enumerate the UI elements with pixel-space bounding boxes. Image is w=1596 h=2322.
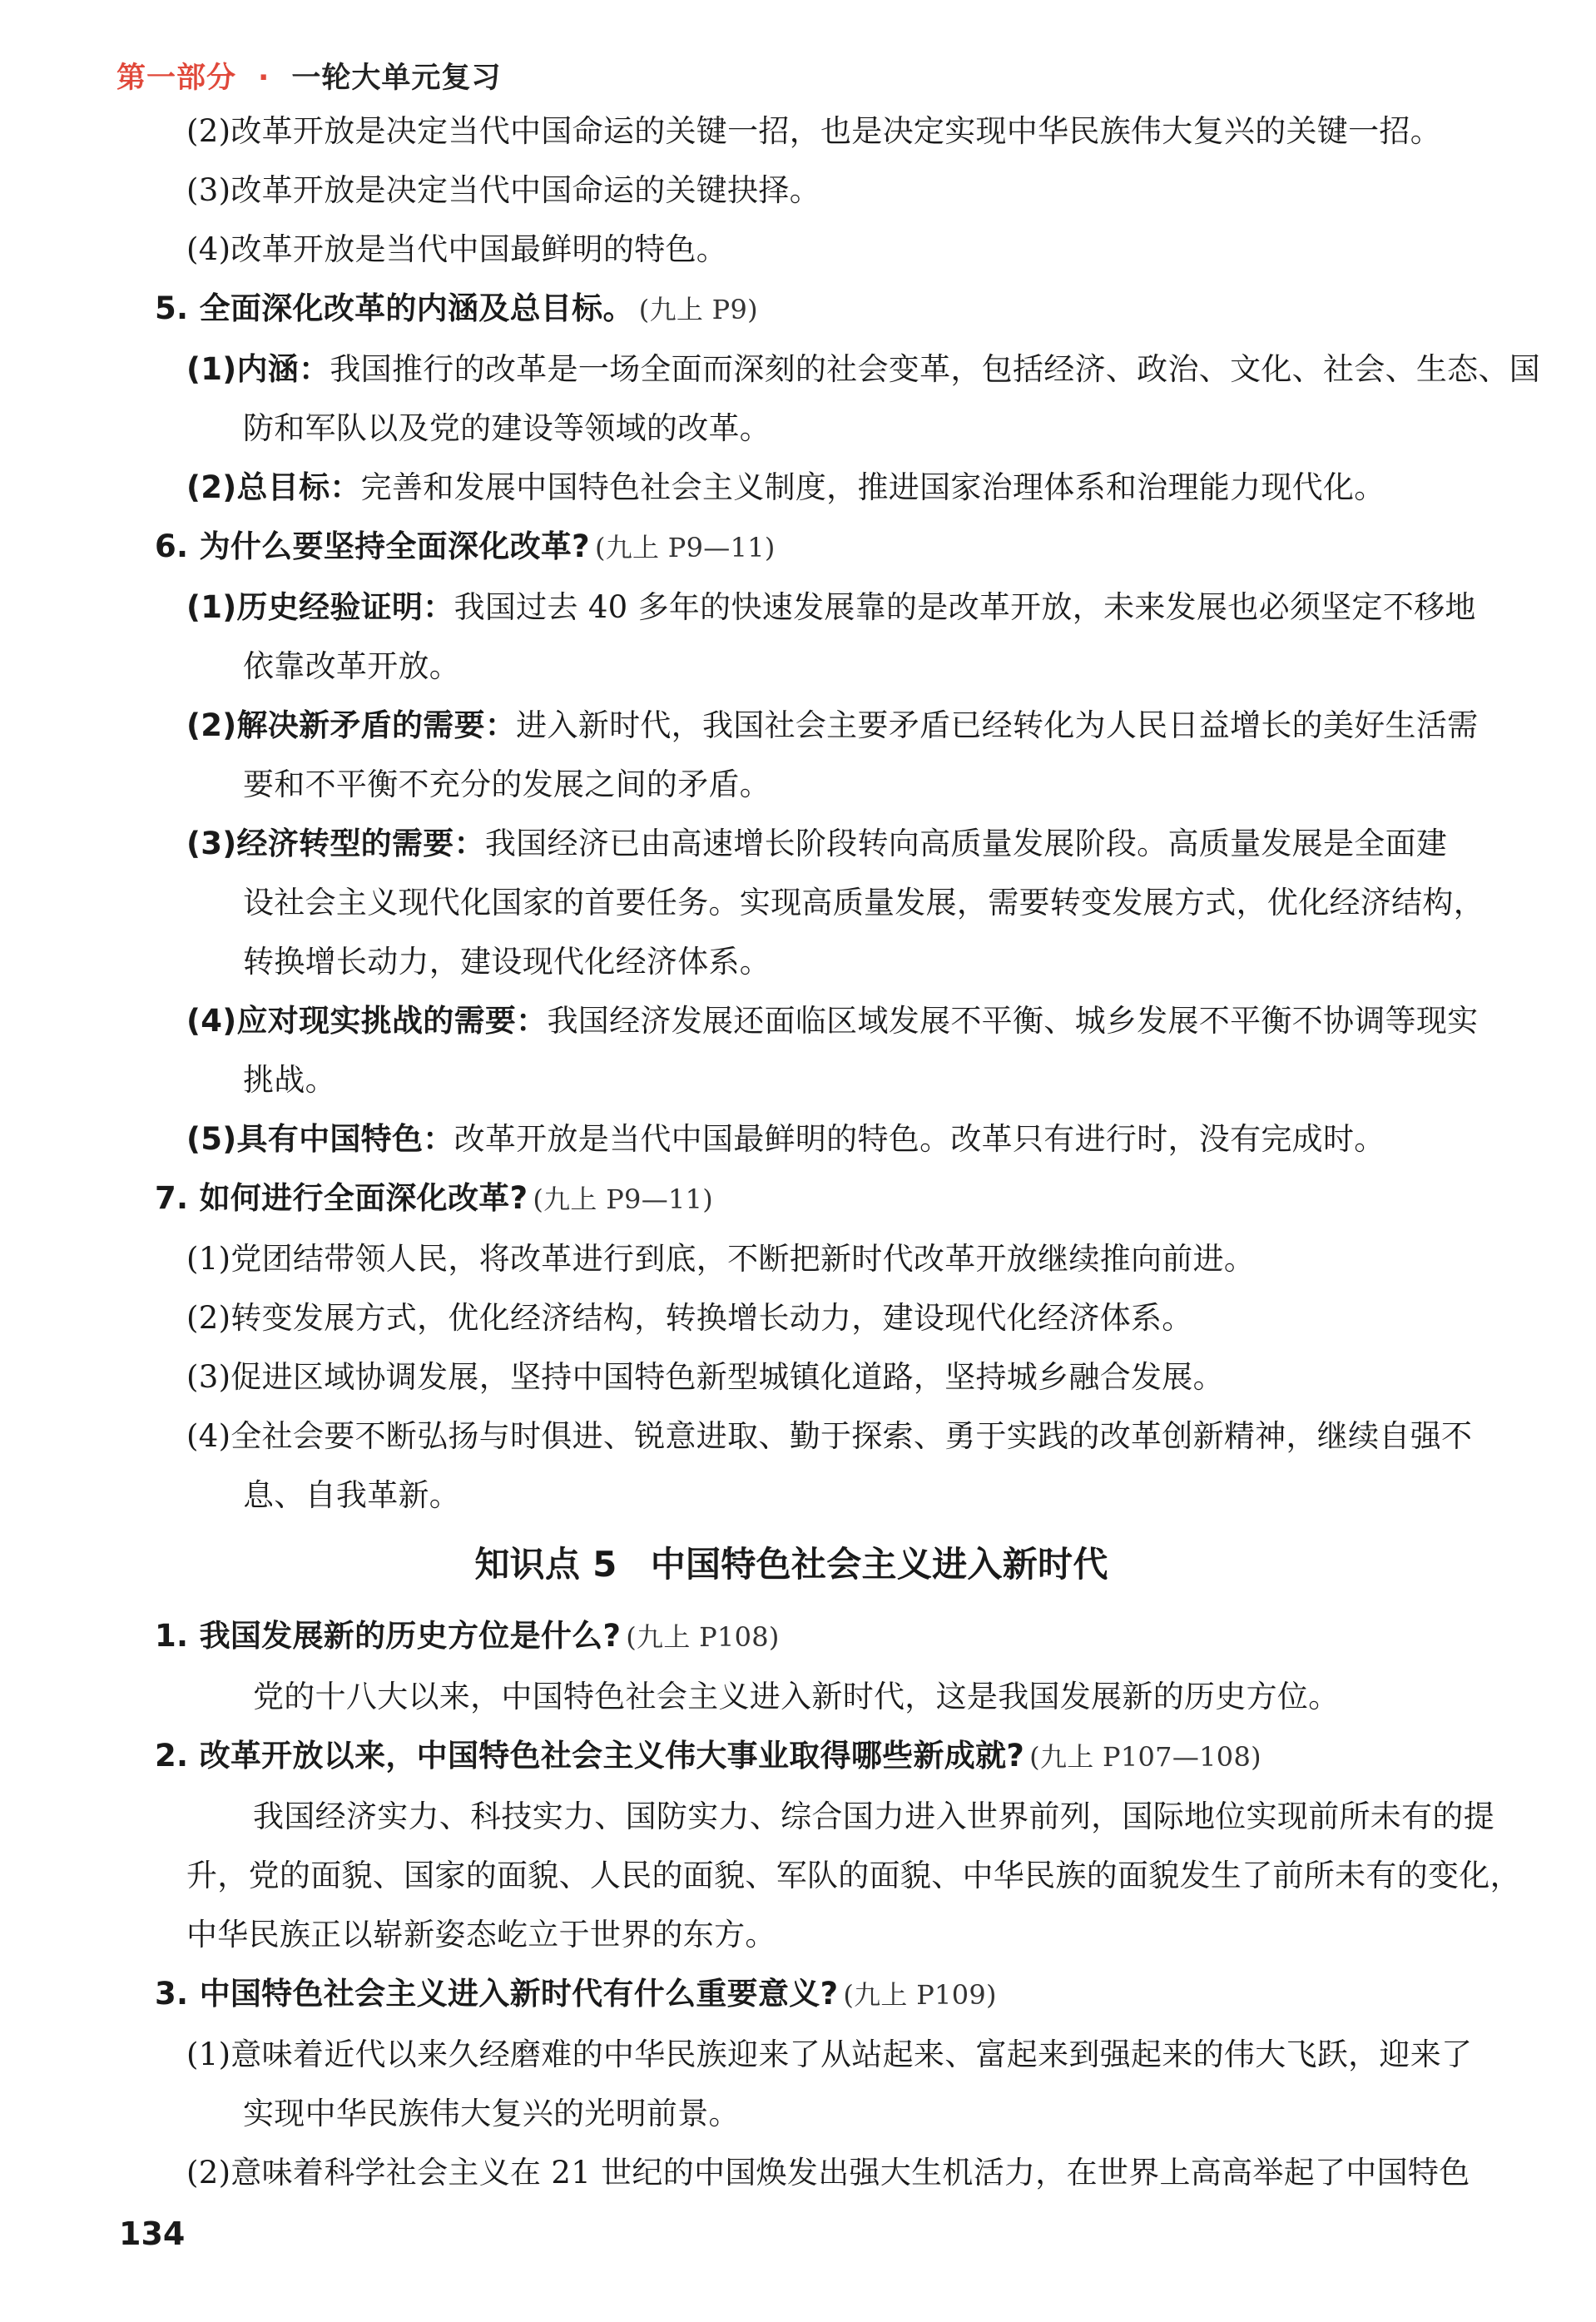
item-text: 完善和发展中国特色社会主义制度，推进国家治理体系和治理能力现代化。	[360, 469, 1385, 505]
question-heading	[155, 1168, 1528, 1229]
section-title	[155, 1531, 1528, 1598]
text-line: (2)意味着科学社会主义在 21 世纪的中国焕发出强大生机活力，在世界上高高举起了中国特色	[186, 2155, 1470, 2191]
question-text: 1. 我国发展新的历史方位是什么?	[155, 1618, 622, 1654]
item-text: 改革开放是当代中国最鲜明的特色。改革只有进行时，没有完成时。	[454, 1121, 1385, 1157]
text-line: 党的十八大以来，中国特色社会主义进入新时代，这是我国发展新的历史方位。	[253, 1679, 1340, 1714]
text-line: 升，党的面貌、国家的面貌、人民的面貌、军队的面貌、中华民族的面貌发生了前所未有的变化，	[186, 1858, 1521, 1893]
text-line	[155, 458, 1528, 517]
section-title-text: 中国特色社会主义进入新时代	[650, 1544, 1108, 1585]
text-line	[155, 991, 1528, 1050]
page-reference: (九上 P9)	[638, 294, 758, 325]
page-reference: (九上 P109)	[843, 1979, 997, 2011]
text-line	[155, 696, 1528, 755]
item-text: 进入新时代，我国社会主要矛盾已经转化为人民日益增长的美好生活需	[516, 707, 1479, 743]
page-reference: (九上 P9—11)	[594, 532, 776, 563]
question-text: 6. 为什么要坚持全面深化改革?	[155, 528, 590, 564]
text-line: (3)促进区域协调发展，坚持中国特色新型城镇化道路，坚持城乡融合发展。	[186, 1359, 1224, 1395]
page-reference: (九上 P108)	[626, 1621, 780, 1653]
item-text: 我国推行的改革是一场全面而深刻的社会变革，包括经济、政治、文化、社会、生态、国	[330, 351, 1541, 387]
text-line	[155, 578, 1528, 637]
text-line: (2)改革开放是决定当代中国命运的关键一招，也是决定实现中华民族伟大复兴的关键一招。	[186, 113, 1442, 149]
text-line	[155, 1109, 1528, 1168]
page-number: 134	[119, 2215, 186, 2252]
question-heading	[155, 279, 1528, 340]
item-text: 我国过去 40 多年的快速发展靠的是改革开放，未来发展也必须坚定不移地	[454, 589, 1476, 625]
text-line: 设社会主义现代化国家的首要任务。实现高质量发展，需要转变发展方式，优化经济结构，	[243, 885, 1484, 920]
text-line: (1)意味着近代以来久经磨难的中华民族迎来了从站起来、富起来到强起来的伟大飞跃，迎来了	[186, 2037, 1473, 2072]
header-part: 第一部分	[116, 62, 237, 95]
item-label: (3)经济转型的需要：	[186, 826, 485, 861]
header-subtitle: 一轮大单元复习	[291, 62, 502, 95]
item-label: (4)应对现实挑战的需要：	[186, 1003, 548, 1039]
text-line: 息、自我革新。	[243, 1477, 461, 1513]
header-dot: ·	[258, 62, 270, 95]
question-heading	[155, 1606, 1528, 1667]
question-text: 7. 如何进行全面深化改革?	[155, 1180, 528, 1216]
text-line: 中华民族正以崭新姿态屹立于世界的东方。	[186, 1917, 776, 1952]
text-line: (4)改革开放是当代中国最鲜明的特色。	[186, 231, 728, 267]
text-line	[155, 814, 1528, 873]
running-header	[116, 55, 501, 97]
item-label: (1)历史经验证明：	[186, 589, 454, 625]
item-label: (2)总目标：	[186, 469, 361, 505]
page-reference: (九上 P107—108)	[1029, 1741, 1261, 1773]
question-heading	[155, 1964, 1528, 2025]
section-label: 知识点 5	[474, 1544, 617, 1585]
text-line: 挑战。	[243, 1062, 336, 1098]
item-label: (5)具有中国特色：	[186, 1121, 454, 1157]
text-line: (2)转变发展方式，优化经济结构，转换增长动力，建设现代化经济体系。	[186, 1300, 1193, 1336]
text-line: 防和军队以及党的建设等领域的改革。	[243, 410, 771, 446]
question-text: 3. 中国特色社会主义进入新时代有什么重要意义?	[155, 1976, 839, 2012]
text-line	[155, 340, 1541, 399]
text-line: 依靠改革开放。	[243, 648, 461, 684]
question-text: 2. 改革开放以来，中国特色社会主义伟大事业取得哪些新成就?	[155, 1738, 1025, 1774]
item-text: 我国经济发展还面临区域发展不平衡、城乡发展不平衡不协调等现实	[547, 1003, 1479, 1039]
text-line: 实现中华民族伟大复兴的光明前景。	[243, 2096, 740, 2131]
question-heading	[155, 517, 1528, 578]
question-text: 5. 全面深化改革的内涵及总目标。	[155, 290, 634, 326]
question-heading	[155, 1726, 1528, 1787]
text-line: 要和不平衡不充分的发展之间的矛盾。	[243, 767, 771, 802]
item-label: (1)内涵：	[186, 351, 330, 387]
text-line: 我国经济实力、科技实力、国防实力、综合国力进入世界前列，国际地位实现前所未有的提	[253, 1799, 1494, 1834]
text-line: 转换增长动力，建设现代化经济体系。	[243, 944, 771, 980]
text-line: (3)改革开放是决定当代中国命运的关键抉择。	[186, 172, 821, 208]
text-line: (4)全社会要不断弘扬与时俱进、锐意进取、勤于探索、勇于实践的改革创新精神，继续自强不	[186, 1418, 1473, 1454]
item-label: (2)解决新矛盾的需要：	[186, 707, 517, 743]
text-line: (1)党团结带领人民，将改革进行到底，不断把新时代改革开放继续推向前进。	[186, 1241, 1256, 1277]
item-text: 我国经济已由高速增长阶段转向高质量发展阶段。高质量发展是全面建	[484, 826, 1448, 861]
page-reference: (九上 P9—11)	[533, 1183, 714, 1215]
page-body	[155, 102, 1541, 2202]
